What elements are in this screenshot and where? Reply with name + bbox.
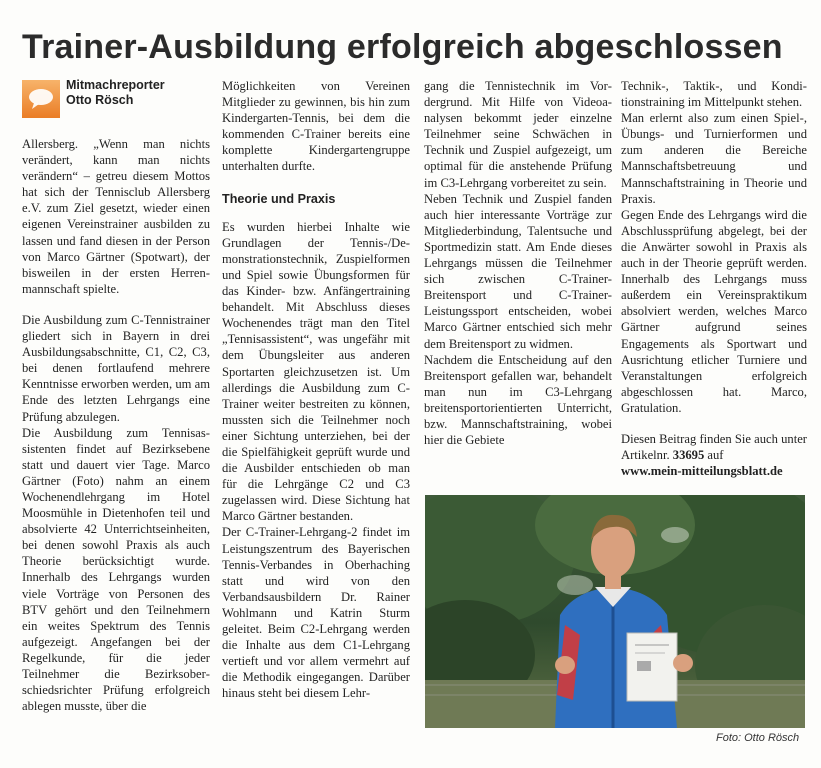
reporter-label: Mitmachreporter [66, 78, 165, 92]
paragraph: Allersberg. „Wenn man nichts verändert, kann man nichts verändern“ – getreu diesem Mottos hat sich der Tennisclub Allersberg e.V. zum Ziel gesetzt, wieder einen eigenen Vereinstrainer ausbilden zu lassen und fand diesen in der Person von Marco Gärtner (Spotwart), der bisweilen in der ersten Herrenmannschaft spielte. [22, 137, 210, 296]
photo-illustration [425, 495, 805, 728]
paragraph: Gegen Ende des Lehrgangs wird die Abschlussprüfung abgelegt, bei der die Anwärter sowohl in Praxis als auch in der Theorie geprüft werden. Innerhalb des Lehrgangs muss außerdem ein Vereinspraktikum absolviert werden, welches Marco Gärtner aufgrund seines Engagements als Sportwart und Ausrichtung etlicher Turniere und Veranstaltungen erfolgreich abgeschlossen hat. Marco, Gratulation. [621, 207, 807, 415]
paragraph: gang die Tennistechnik im Vordergrund. Mit Hilfe von Videoanalysen bekommt jeder einzelne Teilnehmer seine Schwächen in Technik und Zuspiel aufgezeigt, um optimal für die anstehende Prüfung im C3-Lehrgang vorbereitet zu sein. [424, 79, 612, 190]
column-2 [222, 78, 410, 701]
article-reference [621, 431, 807, 479]
paragraph: Nachdem die Entscheidung auf den Breitensport gefallen war, behandelt man nun im C3-Lehrgang breitensportorientierten Unterricht, bzw. Mannschaftstraining, wobei hier die Gebiete [424, 352, 612, 448]
paragraph: Man erlernt also zum einen Spiel-, Übungs- und Turnierformen und zum anderen die Bereiche Mannschaftsbetreuung und Mannschaftstraining in Theorie und Praxis. [621, 111, 807, 206]
headline: Trainer-Ausbildung erfolgreich abgeschlossen [22, 28, 783, 66]
paragraph: Die Ausbildung zum C-Tennistrainer gliedert sich in Bayern in drei Ausbildungsabschnitte, C1, C2, C3, bei denen fortlaufend mehrere Kenntnisse erworben werden, um am Ende des letzten Lehrgangs eine Prüfung abzulegen. [22, 312, 210, 424]
website-link[interactable]: www.mein-mitteilungsblatt.de [621, 464, 783, 479]
paragraph: Die Ausbildung zum Tennisassistenten findet auf Bezirksebene statt und dauert vier Tage. Marco Gärtner (Foto) nahm an einem Wochenendlehrgang im Hotel Moosmühle in Dietenhofen teil und absolvierte 42 Unterrichtseinheiten, bei denen sowohl Praxis als auch Theorie berücksichtigt wurde. Innerhalb des Lehrgangs wurden viele Vorträge von Personen des BTV gehört und den Teilnehmern ein weites Spektrum des Tennis aufgezeigt. Angefangen bei der Regelkunde, für die jeder Teilnehmer die Bezirksoberschiedsrichter Prüfung erfolgreich ablegen musste, über die [22, 425, 210, 714]
paragraph: Es wurden hierbei Inhalte wie Grundlagen der Tennis-/Demonstrationstechnik, Zuspielformen und Spiel sowie Übungsformen für das Kinder- bzw. Anfängertraining behandelt. Mit Abschluss dieses Wochenendes trägt man den Titel „Tennisassistent“, was ungefähr mit dem Übungsleiter aus anderen Sportarten gleichzusetzen ist. Um allerdings die Ausbildung zum C-Trainer weiter bestreiten zu können, mussten sich die Teilnehmer noch einer Sichtung unterziehen, bei der die Spielfähigkeit geprüft wurde und die Ausbilder entschieden ob man für die Lehrgänge C2 und C3 zugelassen wird. Diese Sichtung hat Marco Gärtner bestanden. [222, 219, 410, 524]
photo-caption: Foto: Otto Rösch [716, 732, 800, 744]
reporter-box [22, 78, 210, 124]
column-4 [621, 78, 807, 479]
column-1 [22, 78, 210, 714]
paragraph: Technik-, Taktik-, und Konditionstraining im Mittelpunkt stehen. [621, 79, 807, 110]
reporter-name: Otto Rösch [66, 93, 134, 107]
article-number: 33695 [672, 448, 705, 463]
photo-trainer [425, 495, 805, 728]
column-3 [424, 78, 612, 448]
article-reference-text: Diesen Beitrag finden Sie auch unter Artikelnr. [621, 431, 807, 463]
paragraph: Neben Technik und Zuspiel fanden auch hier interessante Vorträge zur Mitgliederbindung, Talentsuche und Sportmedizin statt. Am Ende dieses Lehrgangs müssen die Teilnehmer sich zwischen C-Trainer-Breitensport und C-Trainer-Leistungssport entscheiden, wobei Marco Gärtner entschied sich mehr dem Breitensport zu widmen. [424, 191, 612, 351]
paragraph: Der C-Trainer-Lehrgang-2 findet im Leistungszentrum des Bayerischen Tennis-Verbandes in Oberhaching statt und wird von den Verbandsausbildern Dr. Rainer Wohlmann und Katrin Sturm geleitet. Beim C2-Lehrgang werden die Inhalte aus dem C1-Lehrgang vertieft und vor allem vermehrt auf die Methodik eingegangen. Darüber hinaus steht bei diesem Lehr- [222, 525, 410, 701]
paragraph: Möglichkeiten von Vereinen Mitglieder zu gewinnen, bis hin zum Kindergarten-Tennis, bei dem die kommenden C-Trainer bereits eine komplette Kindergartengruppe unterhalten durfte. [222, 79, 410, 174]
subheading: Theorie und Praxis [222, 191, 336, 206]
article-reference-after: auf [707, 448, 724, 463]
speech-bubble-icon [22, 80, 60, 118]
reporter-text [66, 78, 165, 108]
